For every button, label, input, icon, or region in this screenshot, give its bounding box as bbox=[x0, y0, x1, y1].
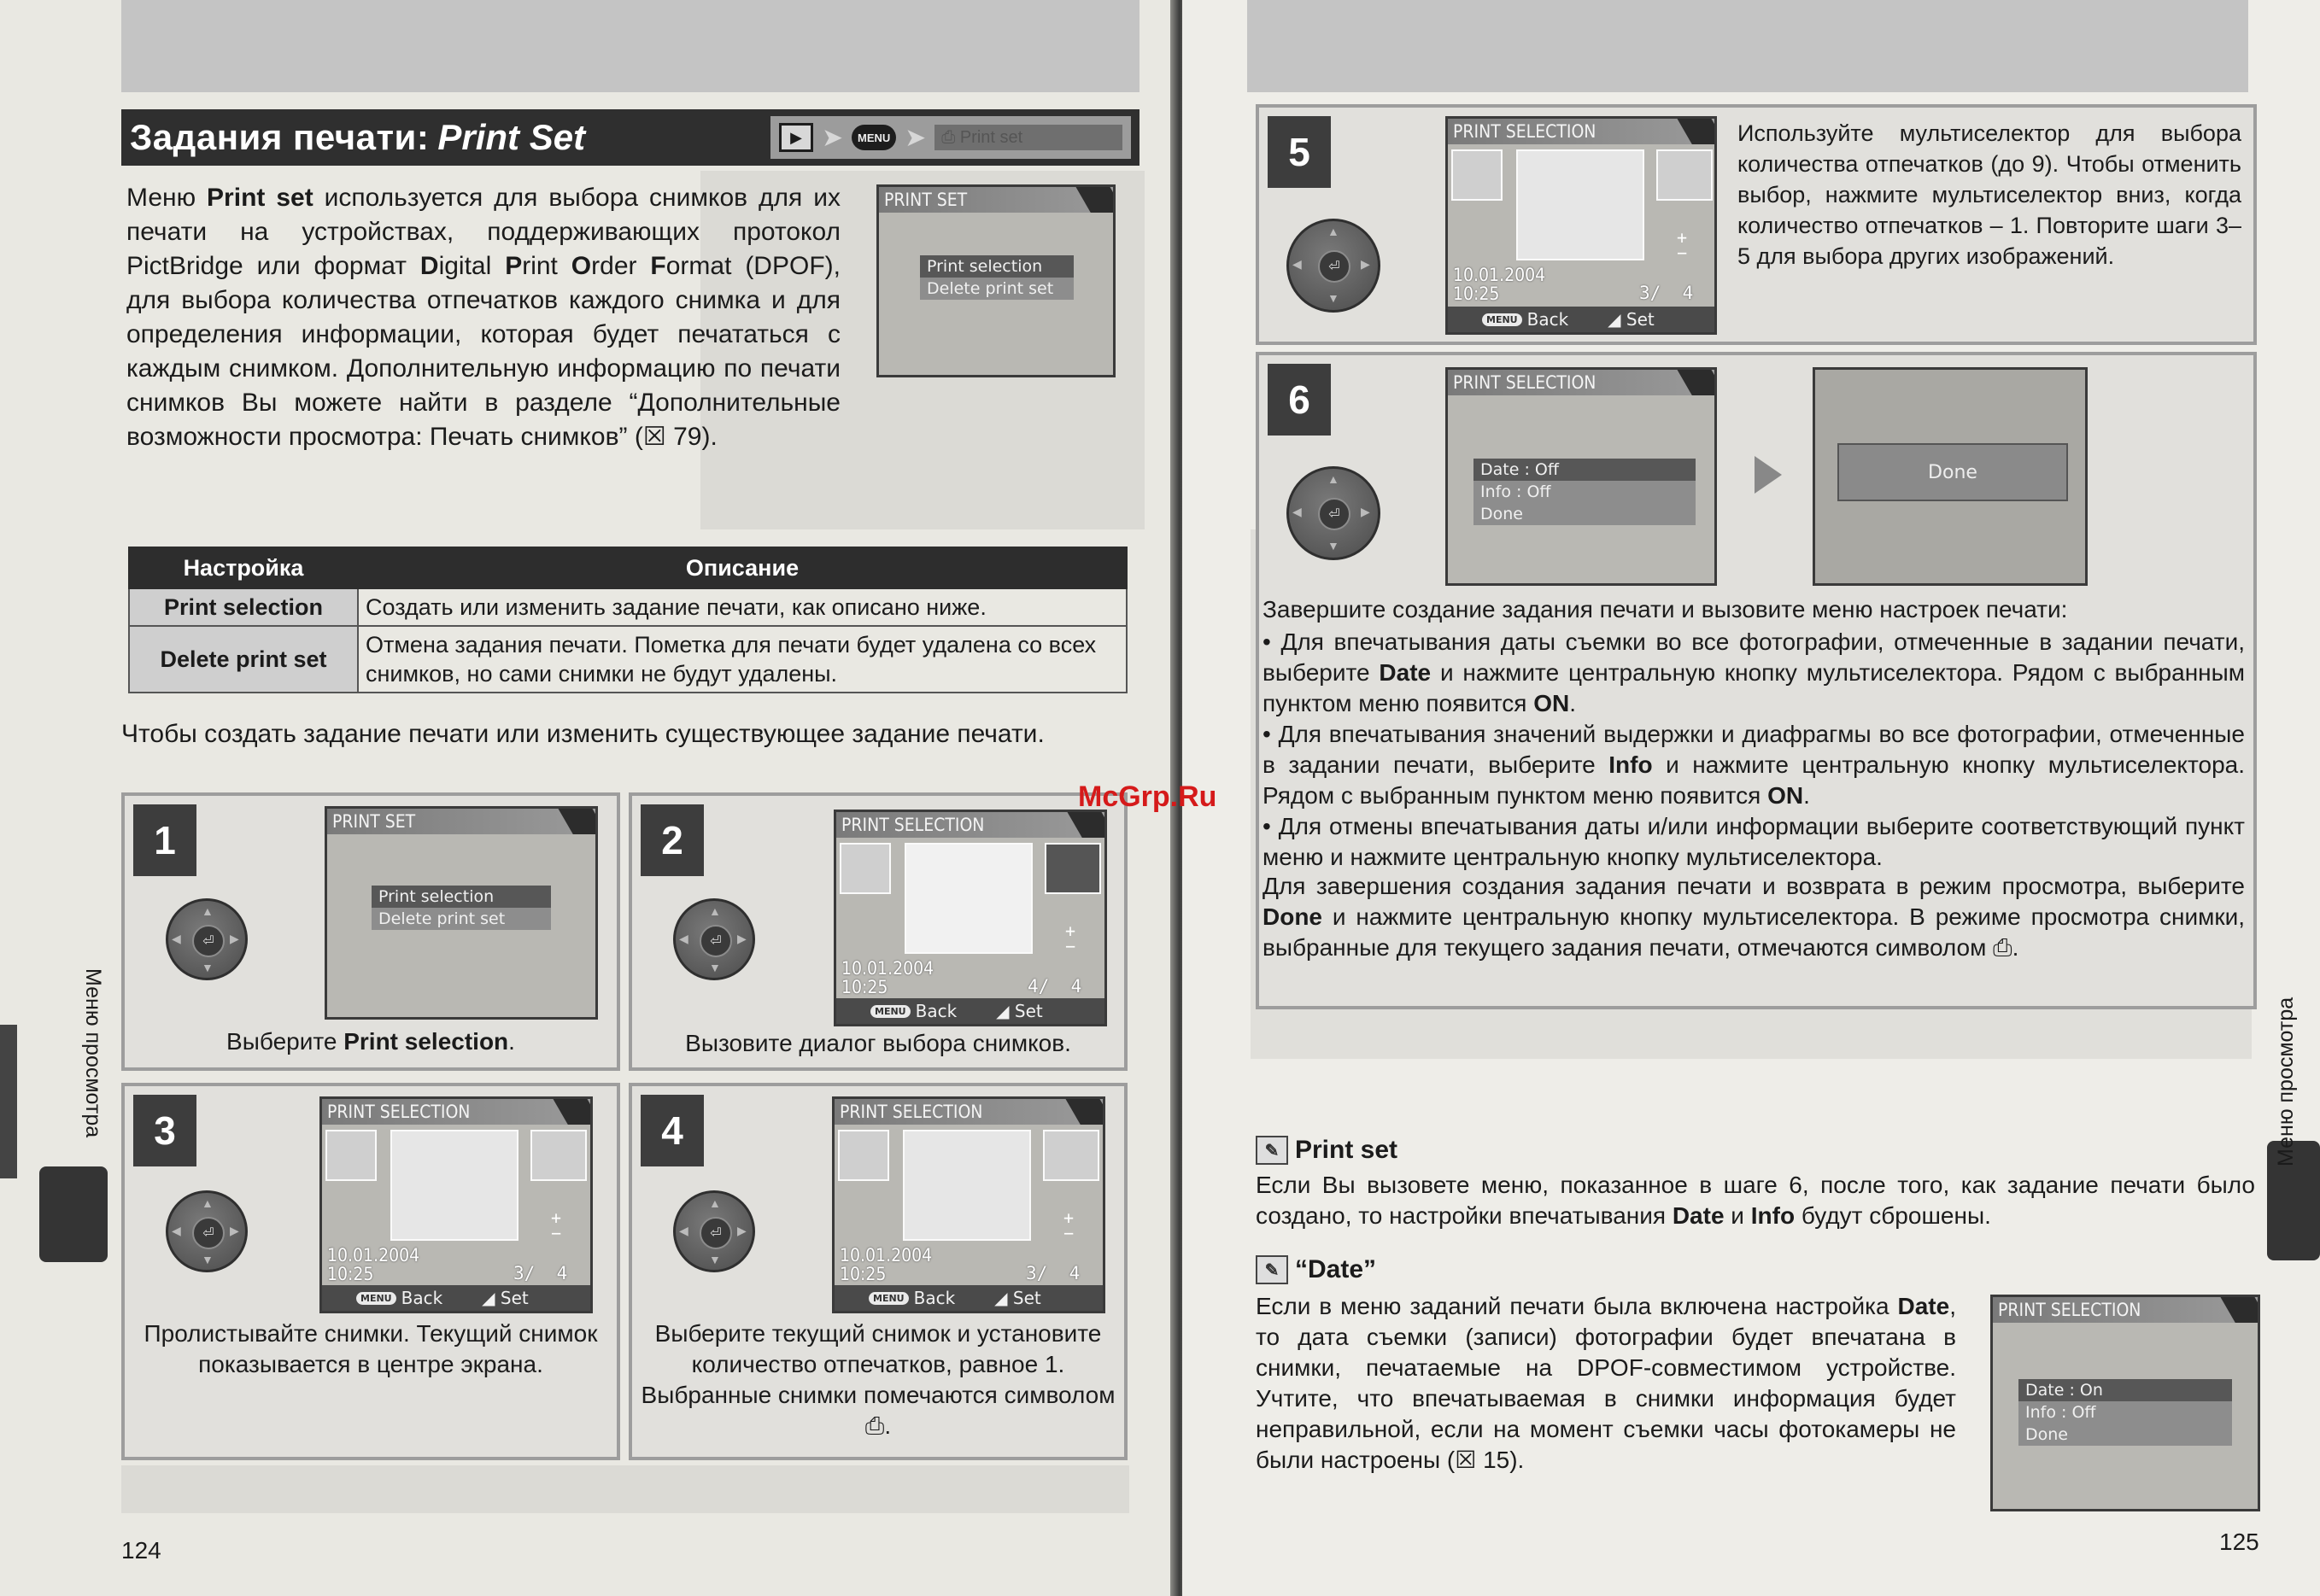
menu-path-label: Print set bbox=[959, 127, 1023, 147]
multiselector-icon: ⏎ ▲ ▼ ◀ ▶ bbox=[673, 898, 755, 980]
step-caption: Выберите текущий снимок и установите количество отпечатков, равное 1. Выбранные снимки помечаются символом ⎙. bbox=[641, 1320, 1116, 1439]
note-text: Если в меню заданий печати была включена настройка bbox=[1256, 1293, 1898, 1319]
menu-item-delete-print-set[interactable]: Delete print set bbox=[927, 279, 1054, 298]
date-text: 10.01.2004 bbox=[327, 1245, 420, 1266]
note-title: Print set bbox=[1295, 1136, 1398, 1164]
counter-text: 3/ bbox=[1639, 283, 1661, 303]
image-counter bbox=[1026, 1263, 1080, 1283]
counter-text: 3/ bbox=[1026, 1263, 1048, 1283]
quantity-control bbox=[1677, 227, 1688, 263]
thumbnail-photo bbox=[1043, 1130, 1099, 1181]
back-label[interactable]: Back bbox=[1526, 309, 1569, 330]
minus-label: − bbox=[1063, 1223, 1075, 1243]
time-text: 10:25 bbox=[841, 977, 888, 997]
note-text: будут сброшены. bbox=[1795, 1202, 1991, 1229]
ok-icon: ◢ bbox=[1608, 309, 1621, 330]
table-cell-value: Отмена задания печати. Пометка для печати будет удалена со всех снимков, но сами снимки не будут удалены. bbox=[358, 626, 1127, 693]
finish-text: и нажмите центральную кнопку мультиселектора. В режиме просмотра снимки, выбранные для текущего задания печати, отмечаются символом bbox=[1263, 903, 2245, 961]
bullet-text: Для отмены впечатывания даты и/или информации выберите соответствующий пункт меню и нажмите центральную кнопку мультиселектора. bbox=[1263, 813, 2245, 870]
multiselector-icon: ⏎ ▲ ▼ ◀ ▶ bbox=[1286, 466, 1380, 560]
step-number: 3 bbox=[133, 1095, 196, 1166]
bullet-text: Для впечатывания значений выдержки и диафрагмы во все фотографии, отмеченные в задании печати, выберите bbox=[1263, 721, 2245, 778]
step-caption bbox=[133, 1026, 608, 1057]
thumbnail-photo bbox=[530, 1130, 587, 1181]
list-item: • Для отмены впечатывания даты и/или информации выберите соответствующий пункт меню и нажмите центральную кнопку мультиселектора. bbox=[1263, 813, 2245, 870]
thumbnail-photo bbox=[840, 843, 891, 894]
screen-header: PRINT SELECTION bbox=[1448, 119, 1714, 144]
intro-text: 79). bbox=[673, 423, 718, 451]
step5-text: Используйте мультиселектор для выбора количества отпечатков (до 9). Чтобы отменить выбор, нажмите мультиселектор вниз, когда количество отпечатков – 1. Повторите шаги 3–5 для выбора других изображений. bbox=[1737, 120, 2241, 269]
print-options-menu bbox=[1473, 459, 1696, 525]
set-label[interactable]: Set bbox=[1012, 1288, 1041, 1308]
current-photo bbox=[390, 1130, 518, 1241]
screen-header: PRINT SELECTION bbox=[322, 1099, 590, 1125]
note-print-set-text bbox=[1256, 1170, 2255, 1231]
settings-table bbox=[128, 547, 1128, 693]
printer-icon: ⎙ bbox=[941, 127, 956, 147]
ok-icon: ◢ bbox=[996, 1001, 1010, 1021]
note-bold: Date bbox=[1672, 1202, 1725, 1229]
thumbnail-photo bbox=[838, 1130, 889, 1181]
top-gray-band bbox=[1247, 0, 2248, 92]
print-selection-screen bbox=[319, 1096, 593, 1313]
note-text: Если Вы вызовете меню, показанное в шаге 6, после того, как задание печати было создано, то настройки впечатывания bbox=[1256, 1172, 2255, 1229]
screen-header: PRINT SELECTION bbox=[836, 812, 1104, 838]
note-text: , то дата съемки (записи) фотографии будет впечатана в снимки, печатаемые на DPOF-совместимом устройстве. Учтите, что впечатываемая в снимки информация будет неправильной, если на момент съемки часы фотокамеры не были настроены ( bbox=[1256, 1293, 1956, 1473]
bullet-text: и нажмите центральную кнопку мультиселектора. Рядом с выбранным пунктом меню появится bbox=[1263, 659, 2245, 716]
date-text: 10.01.2004 bbox=[840, 1245, 933, 1266]
counter-text: 3/ bbox=[513, 1263, 536, 1283]
time-text: 10:25 bbox=[1453, 284, 1500, 304]
top-gray-band bbox=[121, 0, 1139, 92]
lead-paragraph: Чтобы создать задание печати или изменить существующее задание печати. bbox=[121, 720, 1045, 748]
print-selection-screen bbox=[1445, 116, 1717, 335]
print-options-menu bbox=[2018, 1379, 2232, 1446]
step-box-4 bbox=[629, 1083, 1128, 1460]
plus-label: + bbox=[1065, 921, 1076, 941]
bullet-text: . bbox=[1569, 690, 1577, 716]
menu-item-done[interactable]: Done bbox=[2025, 1425, 2068, 1444]
print-selection-screen bbox=[832, 1096, 1105, 1313]
print-set-screen bbox=[876, 184, 1116, 377]
plus-label: + bbox=[1677, 227, 1688, 248]
timestamp bbox=[841, 959, 934, 997]
note-text: и bbox=[1724, 1202, 1751, 1229]
note-print-set-heading bbox=[1256, 1136, 1397, 1165]
multiselector-icon: ⏎ ▲ ▼ ◀ ▶ bbox=[673, 1190, 755, 1272]
section-title bbox=[121, 109, 1139, 166]
intro-bold: Print set bbox=[207, 184, 313, 212]
menu-item-date[interactable]: Date : On bbox=[2018, 1379, 2232, 1401]
finish-intro: Завершите создание задания печати и вызовите меню настроек печати: bbox=[1263, 596, 2068, 623]
screen-header: PRINT SET bbox=[327, 809, 595, 834]
screen-header: PRINT SELECTION bbox=[1993, 1297, 2258, 1323]
print-set-menu bbox=[372, 886, 551, 930]
image-counter bbox=[1639, 283, 1693, 303]
back-label[interactable]: Back bbox=[913, 1288, 956, 1308]
step-number: 6 bbox=[1268, 364, 1331, 436]
ok-icon: ◢ bbox=[482, 1288, 495, 1308]
step-number: 1 bbox=[133, 804, 196, 876]
minus-label: − bbox=[1065, 936, 1076, 956]
print-set-menu bbox=[920, 255, 1074, 300]
quantity-control bbox=[1063, 1207, 1075, 1243]
timestamp bbox=[840, 1246, 932, 1283]
quantity-control bbox=[551, 1207, 562, 1243]
multiselector-icon: ⏎ ▲ ▼ ◀ ▶ bbox=[1286, 219, 1380, 313]
bullet-text: и нажмите центральную кнопку мультиселектора. Рядом с выбранным пунктом меню появится bbox=[1263, 751, 2245, 809]
table-header-description: Описание bbox=[358, 547, 1127, 588]
finish-text: Для завершения создания задания печати и возврата в режим просмотра, выберите bbox=[1263, 873, 2245, 899]
caption-bold: Print selection bbox=[343, 1028, 509, 1055]
screen-footer bbox=[322, 1285, 590, 1311]
done-screen bbox=[1813, 367, 2088, 586]
caption-text: Выберите текущий снимок и установите количество отпечатков, равное 1. Выбранные снимки помечаются символом bbox=[641, 1320, 1116, 1408]
screen-footer bbox=[836, 998, 1104, 1024]
intro-bold: D bbox=[419, 252, 439, 280]
bullet-text: Для впечатывания даты съемки во все фотографии, отмеченные в задании печати, выберите bbox=[1263, 628, 2245, 686]
note-bold: Info bbox=[1750, 1202, 1796, 1229]
side-label: Меню просмотра bbox=[2274, 997, 2298, 1166]
thumbnail-photo bbox=[1656, 149, 1713, 201]
menu-pill-icon: MENU bbox=[356, 1292, 396, 1305]
done-label: Done bbox=[1837, 443, 2068, 501]
finish-paragraph: Для завершения создания задания печати и возврата в режим просмотра, выберите Done и нажмите центральную кнопку мультиселектора. В режиме просмотра снимки, выбранные для текущего задания печати, отмечаются символом ⎙. bbox=[1263, 873, 2245, 961]
table-cell-value: Создать или изменить задание печати, как описано ниже. bbox=[358, 588, 1127, 626]
set-label[interactable]: Set bbox=[1626, 309, 1655, 330]
finish-bold: Done bbox=[1263, 903, 1322, 930]
pencil-icon: ✎ bbox=[1256, 1136, 1288, 1165]
menu-pill-icon: MENU bbox=[869, 1292, 909, 1305]
page-ref-icon: ☒ bbox=[642, 423, 666, 451]
counter-total: 4 bbox=[1069, 1263, 1081, 1283]
note-bold: Date bbox=[1897, 1293, 1950, 1319]
menu-item-info[interactable]: Info : Off bbox=[1480, 482, 1551, 501]
menu-button-icon: MENU bbox=[852, 125, 896, 150]
plus-label: + bbox=[551, 1207, 562, 1228]
table-cell-key: Delete print set bbox=[129, 626, 358, 693]
intro-text: ormat (DPOF), для выбора количества отпечатков каждого снимка и для определения информации, которая будет печататься с каждым снимком. Дополнительную информацию по печати снимков Вы можете найти в разделе “Дополнительные возможности просмотра: Печать снимков” ( bbox=[126, 252, 841, 451]
current-photo bbox=[905, 843, 1033, 954]
menu-item-delete-print-set[interactable]: Delete print set bbox=[378, 909, 506, 928]
list-item: • Для впечатывания даты съемки во все фотографии, отмеченные в задании печати, выберите Date и нажмите центральную кнопку мультиселектора. Рядом с выбранным пунктом меню появится ON. bbox=[1263, 628, 2245, 716]
image-counter bbox=[1028, 976, 1081, 997]
menu-item-done[interactable]: Done bbox=[1480, 505, 1523, 523]
page-number: 124 bbox=[121, 1537, 161, 1564]
intro-text: rint bbox=[522, 252, 558, 280]
screen-footer bbox=[1448, 307, 1714, 332]
thumbnail-photo bbox=[1451, 149, 1503, 201]
intro-bold: P bbox=[505, 252, 523, 280]
back-label[interactable]: Back bbox=[401, 1288, 443, 1308]
step-box-3 bbox=[121, 1083, 620, 1460]
screen-header: PRINT SELECTION bbox=[1448, 370, 1714, 395]
print-selection-screen bbox=[834, 810, 1107, 1026]
bullet-bold: Date bbox=[1379, 659, 1432, 686]
intro-text: используется для выбора снимков для их печати на устройствах, поддерживающих протокол PictBridge или формат bbox=[126, 184, 841, 280]
plus-label: + bbox=[1063, 1207, 1075, 1228]
date-text: 10.01.2004 bbox=[841, 958, 934, 979]
menu-path-print-set bbox=[934, 125, 1122, 150]
thumbnail-photo bbox=[325, 1130, 377, 1181]
screen-footer bbox=[835, 1285, 1103, 1311]
intro-bold: F bbox=[650, 252, 666, 280]
menu-item-info[interactable]: Info : Off bbox=[2025, 1403, 2096, 1422]
menu-item-date[interactable]: Date : Off bbox=[1473, 459, 1696, 481]
watermark: McGrp.Ru bbox=[1078, 780, 1217, 813]
counter-total: 4 bbox=[1682, 283, 1694, 303]
caption-text: Выберите bbox=[226, 1028, 344, 1055]
step-box-6 bbox=[1256, 352, 2257, 1009]
menu-pill-icon: MENU bbox=[870, 1005, 911, 1018]
title-ru: Задания печати: bbox=[130, 117, 430, 157]
note-title: “Date” bbox=[1295, 1255, 1377, 1283]
step-box-1 bbox=[121, 792, 620, 1071]
bullet-text: . bbox=[1803, 782, 1810, 809]
table-header-setting: Настройка bbox=[129, 547, 358, 588]
quantity-control bbox=[1065, 923, 1075, 954]
bullet-list bbox=[1263, 627, 2245, 873]
bullet-bold: ON bbox=[1767, 782, 1804, 809]
menu-item-print-selection[interactable]: Print selection bbox=[920, 255, 1074, 278]
table-cell-key: Print selection bbox=[129, 588, 358, 626]
step-number: 4 bbox=[641, 1095, 704, 1166]
counter-text: 4/ bbox=[1028, 976, 1050, 997]
note-date-text bbox=[1256, 1291, 1956, 1476]
date-text: 10.01.2004 bbox=[1453, 265, 1546, 285]
page-number: 125 bbox=[2219, 1529, 2259, 1555]
list-item: • Для впечатывания значений выдержки и диафрагмы во все фотографии, отмеченные в задании печати, выберите Info и нажмите центральную кнопку мультиселектора. Рядом с выбранным пунктом меню появится ON. bbox=[1263, 721, 2245, 809]
print-mark-icon: ⎙ bbox=[1993, 934, 2012, 961]
bullet-bold: Info bbox=[1608, 751, 1653, 778]
ok-icon: ◢ bbox=[994, 1288, 1008, 1308]
step-number: 5 bbox=[1268, 116, 1331, 188]
print-selection-menu-screen bbox=[1445, 367, 1717, 586]
step-box-5 bbox=[1256, 104, 2257, 345]
counter-total: 4 bbox=[1070, 976, 1082, 997]
set-label[interactable]: Set bbox=[1014, 1001, 1043, 1021]
back-label[interactable]: Back bbox=[915, 1001, 958, 1021]
intro-bold: O bbox=[571, 252, 592, 280]
page-ref-icon: ☒ bbox=[1455, 1447, 1477, 1473]
intro-text: Меню bbox=[126, 184, 196, 212]
image-counter bbox=[513, 1263, 567, 1283]
bleed-through bbox=[121, 1465, 1129, 1513]
current-photo bbox=[1516, 149, 1644, 260]
step-number: 2 bbox=[641, 804, 704, 876]
table-row bbox=[129, 588, 1127, 626]
pencil-icon: ✎ bbox=[1256, 1255, 1288, 1284]
edge-shadow bbox=[0, 1025, 17, 1178]
menu-item-print-selection[interactable]: Print selection bbox=[372, 886, 551, 908]
step-box-2 bbox=[629, 792, 1128, 1071]
intro-text: rder bbox=[591, 252, 637, 280]
note-text: 15). bbox=[1483, 1447, 1525, 1473]
title-en: Print Set bbox=[437, 117, 586, 157]
menu-path bbox=[770, 116, 1131, 159]
minus-label: − bbox=[551, 1223, 562, 1243]
timestamp bbox=[327, 1246, 419, 1283]
caption-text: . bbox=[508, 1028, 515, 1055]
print-mark-icon: ⎙ bbox=[864, 1412, 885, 1439]
screen-header: PRINT SELECTION bbox=[835, 1099, 1103, 1125]
arrow-right-icon: ➤ bbox=[905, 123, 927, 152]
play-icon: ▶ bbox=[779, 123, 813, 152]
time-text: 10:25 bbox=[840, 1264, 887, 1284]
right-page bbox=[1182, 0, 2320, 1596]
counter-total: 4 bbox=[556, 1263, 568, 1283]
side-label: Меню просмотра bbox=[81, 968, 105, 1138]
step-caption: Пролистывайте снимки. Текущий снимок показывается в центре экрана. bbox=[144, 1320, 598, 1377]
multiselector-icon: ⏎ ▲ ▼ ◀ ▶ bbox=[166, 898, 248, 980]
intro-paragraph bbox=[126, 181, 841, 454]
table-row bbox=[129, 626, 1127, 693]
side-tab bbox=[39, 1166, 108, 1262]
bullet-bold: ON bbox=[1533, 690, 1570, 716]
screen-header: PRINT SET bbox=[879, 187, 1113, 213]
menu-pill-icon: MENU bbox=[1482, 313, 1522, 326]
print-set-screen bbox=[325, 806, 598, 1020]
multiselector-icon: ⏎ ▲ ▼ ◀ ▶ bbox=[166, 1190, 248, 1272]
arrow-right-icon bbox=[1755, 456, 1782, 494]
minus-label: − bbox=[1677, 243, 1688, 263]
intro-text: igital bbox=[438, 252, 492, 280]
step-caption: Вызовите диалог выбора снимков. bbox=[685, 1030, 1071, 1056]
timestamp bbox=[1453, 266, 1545, 303]
arrow-right-icon: ➤ bbox=[822, 123, 844, 152]
note-date-heading bbox=[1256, 1255, 1376, 1284]
time-text: 10:25 bbox=[327, 1264, 374, 1284]
date-on-screen bbox=[1990, 1295, 2260, 1511]
current-photo bbox=[903, 1130, 1031, 1241]
set-label[interactable]: Set bbox=[500, 1288, 529, 1308]
thumbnail-photo bbox=[1045, 843, 1101, 894]
